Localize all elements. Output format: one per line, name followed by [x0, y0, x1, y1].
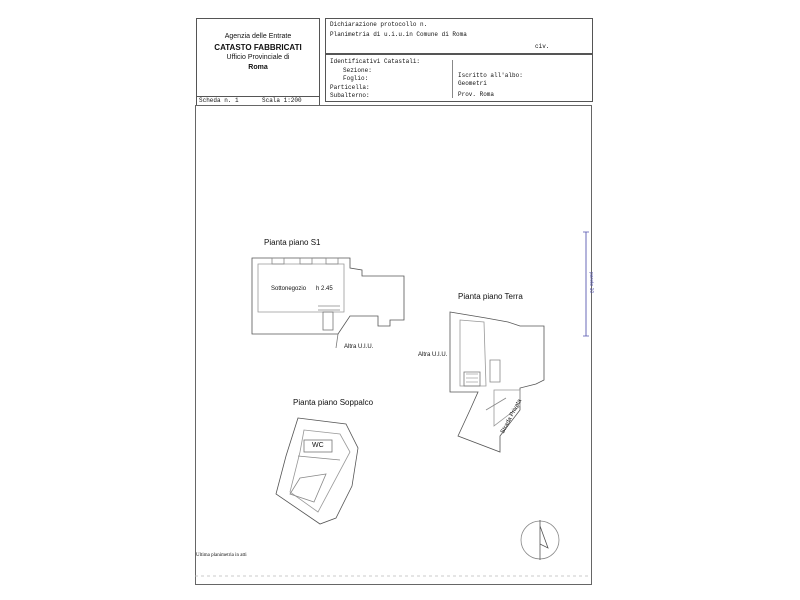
scheda-label: Scheda n. 1 [199, 97, 239, 104]
altra-uiu-label-2: Altra U.I.U. [418, 352, 448, 358]
soppalco-title: Pianta piano Soppalco [293, 398, 374, 407]
subalterno-label: Subalterno: [330, 92, 370, 99]
agency-line4: Roma [248, 64, 268, 71]
footer-note: Ultima planimetria in atti [196, 553, 247, 558]
iscritto-label: Iscritto all'albo: [458, 72, 523, 79]
height-label: h 2.45 [316, 286, 333, 292]
identificativi-label: Identificativi Catastali: [330, 58, 421, 65]
planimetria-label: Planimetria di u.i.u.in Comune di Roma [330, 31, 467, 38]
sottonegozio-label: Sottonegozio [271, 286, 307, 292]
prov-label: Prov. Roma [458, 91, 495, 98]
agency-line3: Ufficio Provinciale di [226, 54, 290, 61]
strada-label: Strada Privata [500, 398, 524, 435]
wc-label: WC [312, 442, 324, 449]
altra-uiu-label-1: Altra U.I.U. [344, 344, 374, 350]
side-dimension-label: parete 10 [588, 272, 594, 294]
protocol-label: Dichiarazione protocollo n. [330, 21, 428, 28]
foglio-label: Foglio: [343, 75, 369, 82]
sezione-label: Sezione: [343, 67, 372, 74]
particella-label: Particella: [330, 84, 370, 91]
s1-title: Pianta piano S1 [264, 238, 321, 247]
agency-line2: CATASTO FABBRICATI [214, 43, 302, 52]
terra-title: Pianta piano Terra [458, 292, 523, 301]
scala-label: Scala 1:200 [262, 97, 302, 104]
agency-line1: Agenzia delle Entrate [224, 33, 292, 40]
geometri-label: Geometri [458, 80, 487, 87]
civ-label: civ. [535, 43, 550, 50]
